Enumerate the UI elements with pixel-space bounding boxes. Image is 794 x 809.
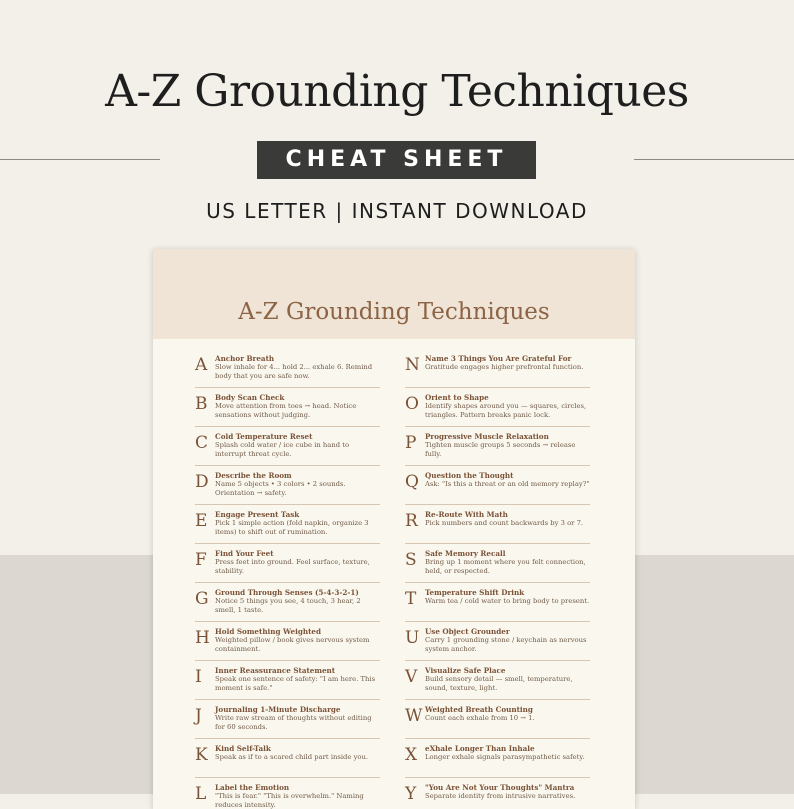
entry-name: Safe Memory Recall (425, 549, 506, 558)
entry-desc: Carry 1 grounding stone / keychain as nervous system anchor. (425, 636, 587, 653)
sheet-header (153, 249, 635, 339)
entry-name: Progressive Muscle Relaxation (425, 432, 549, 441)
entry-b (195, 388, 380, 427)
entry-desc: Gratitude engages higher prefrontal function. (425, 363, 584, 371)
entry-w (405, 700, 590, 739)
entry-desc: Warm tea / cold water to bring body to present. (425, 597, 590, 605)
entry-r (405, 505, 590, 544)
entry-letter: J (195, 706, 202, 726)
entry-name: Question the Thought (425, 471, 514, 480)
entry-o (405, 388, 590, 427)
entry-name: Orient to Shape (425, 393, 489, 402)
entry-desc: Separate identity from intrusive narratives. (425, 792, 576, 800)
entry-p (405, 427, 590, 466)
entry-q (405, 466, 590, 505)
entry-letter: K (195, 745, 208, 765)
entry-desc: Tighten muscle groups 5 seconds → release fully. (425, 441, 576, 458)
entry-name: Cold Temperature Reset (215, 432, 313, 441)
main-title: A-Z Grounding Techniques (105, 66, 689, 117)
entry-name: Use Object Grounder (425, 627, 510, 636)
entry-desc: Slow inhale for 4... hold 2... exhale 6. Remind body that you are safe now. (215, 363, 373, 380)
entry-name: Engage Present Task (215, 510, 300, 519)
entry-desc: Bring up 1 moment where you felt connection, held, or respected. (425, 558, 586, 575)
sheet-title: A-Z Grounding Techniques (238, 299, 550, 325)
entry-letter: L (195, 784, 207, 804)
entry-letter: C (195, 433, 209, 453)
entry-s (405, 544, 590, 583)
entry-j (195, 700, 380, 739)
entry-desc: Speak as if to a scared child part inside you. (215, 753, 369, 761)
entry-desc: Identify shapes around you — squares, circles, triangles. Pattern breaks panic lock. (425, 402, 587, 419)
entry-name: "You Are Not Your Thoughts" Mantra (425, 783, 575, 792)
entry-name: Anchor Breath (215, 354, 275, 363)
entry-letter: O (405, 394, 419, 414)
sheet-preview (153, 249, 635, 809)
entry-desc: Pick numbers and count backwards by 3 or 7. (425, 519, 584, 527)
entry-desc: Speak one sentence of safety: "I am here. This moment is safe." (215, 675, 376, 692)
entry-letter: N (405, 355, 420, 375)
entry-name: Re-Route With Math (425, 510, 508, 519)
entry-desc: Press feet into ground. Feel surface, texture, stability. (215, 558, 370, 575)
entry-letter: I (195, 667, 202, 687)
entry-t (405, 583, 590, 622)
entry-h (195, 622, 380, 661)
entry-desc: "This is fear." "This is overwhelm." Naming reduces intensity. (215, 792, 364, 809)
entry-letter: Y (405, 784, 417, 804)
entry-letter: G (195, 589, 209, 609)
entry-name: Name 3 Things You Are Grateful For (425, 354, 572, 363)
entry-g (195, 583, 380, 622)
entry-v (405, 661, 590, 700)
entry-letter: W (405, 706, 423, 726)
cheat-sheet-badge: CHEAT SHEET (257, 141, 536, 179)
entry-name: Hold Something Weighted (215, 627, 321, 636)
entry-desc: Longer exhale signals parasympathetic safety. (425, 753, 585, 761)
subtitle: US LETTER | INSTANT DOWNLOAD (206, 199, 588, 223)
entry-desc: Splash cold water / ice cube in hand to interrupt threat cycle. (215, 441, 350, 458)
entry-name: Describe the Room (215, 471, 292, 480)
entry-letter: A (195, 355, 208, 375)
right-column (405, 349, 590, 809)
entry-desc: Write raw stream of thoughts without editing for 60 seconds. (215, 714, 372, 731)
entry-name: Weighted Breath Counting (425, 705, 533, 714)
entry-name: Visualize Safe Place (425, 666, 506, 675)
entry-name: Journaling 1-Minute Discharge (215, 705, 341, 714)
entry-x (405, 739, 590, 778)
entry-desc: Build sensory detail — smell, temperature, sound, texture, light. (425, 675, 573, 692)
entry-u (405, 622, 590, 661)
entry-name: Kind Self-Talk (215, 744, 271, 753)
entry-name: Body Scan Check (215, 393, 285, 402)
entry-n (405, 349, 590, 388)
entry-name: eXhale Longer Than Inhale (425, 744, 535, 753)
entry-letter: F (195, 550, 207, 570)
entry-desc: Ask: "Is this a threat or an old memory replay?" (425, 480, 590, 488)
entry-f (195, 544, 380, 583)
divider-left (0, 159, 160, 160)
left-column (195, 349, 380, 809)
entry-desc: Pick 1 simple action (fold napkin, organize 3 items) to shift out of rumination. (215, 519, 369, 536)
entry-k (195, 739, 380, 778)
entry-letter: V (405, 667, 418, 687)
entry-letter: X (405, 745, 418, 765)
entry-letter: U (405, 628, 420, 648)
entry-letter: S (405, 550, 417, 570)
entry-letter: E (195, 511, 208, 531)
entry-letter: D (195, 472, 209, 492)
entry-letter: H (195, 628, 210, 648)
entry-desc: Name 5 objects • 3 colors • 2 sounds. Orientation → safety. (215, 480, 346, 497)
entry-name: Find Your Feet (215, 549, 274, 558)
divider-right (634, 159, 794, 160)
entry-a (195, 349, 380, 388)
entry-i (195, 661, 380, 700)
entry-letter: P (405, 433, 417, 453)
entry-name: Inner Reassurance Statement (215, 666, 336, 675)
entry-e (195, 505, 380, 544)
entry-desc: Count each exhale from 10 → 1. (425, 714, 535, 722)
entry-c (195, 427, 380, 466)
entry-d (195, 466, 380, 505)
entry-desc: Weighted pillow / book gives nervous system containment. (215, 636, 370, 653)
entry-letter: Q (405, 472, 419, 492)
entry-desc: Move attention from toes → head. Notice sensations without judging. (215, 402, 357, 419)
entry-letter: T (405, 589, 417, 609)
entry-letter: R (405, 511, 418, 531)
entry-name: Ground Through Senses (5-4-3-2-1) (215, 588, 359, 597)
entry-letter: B (195, 394, 208, 414)
entry-name: Label the Emotion (215, 783, 290, 792)
entry-desc: Notice 5 things you see, 4 touch, 3 hear, 2 smell, 1 taste. (215, 597, 361, 614)
entry-name: Temperature Shift Drink (425, 588, 525, 597)
